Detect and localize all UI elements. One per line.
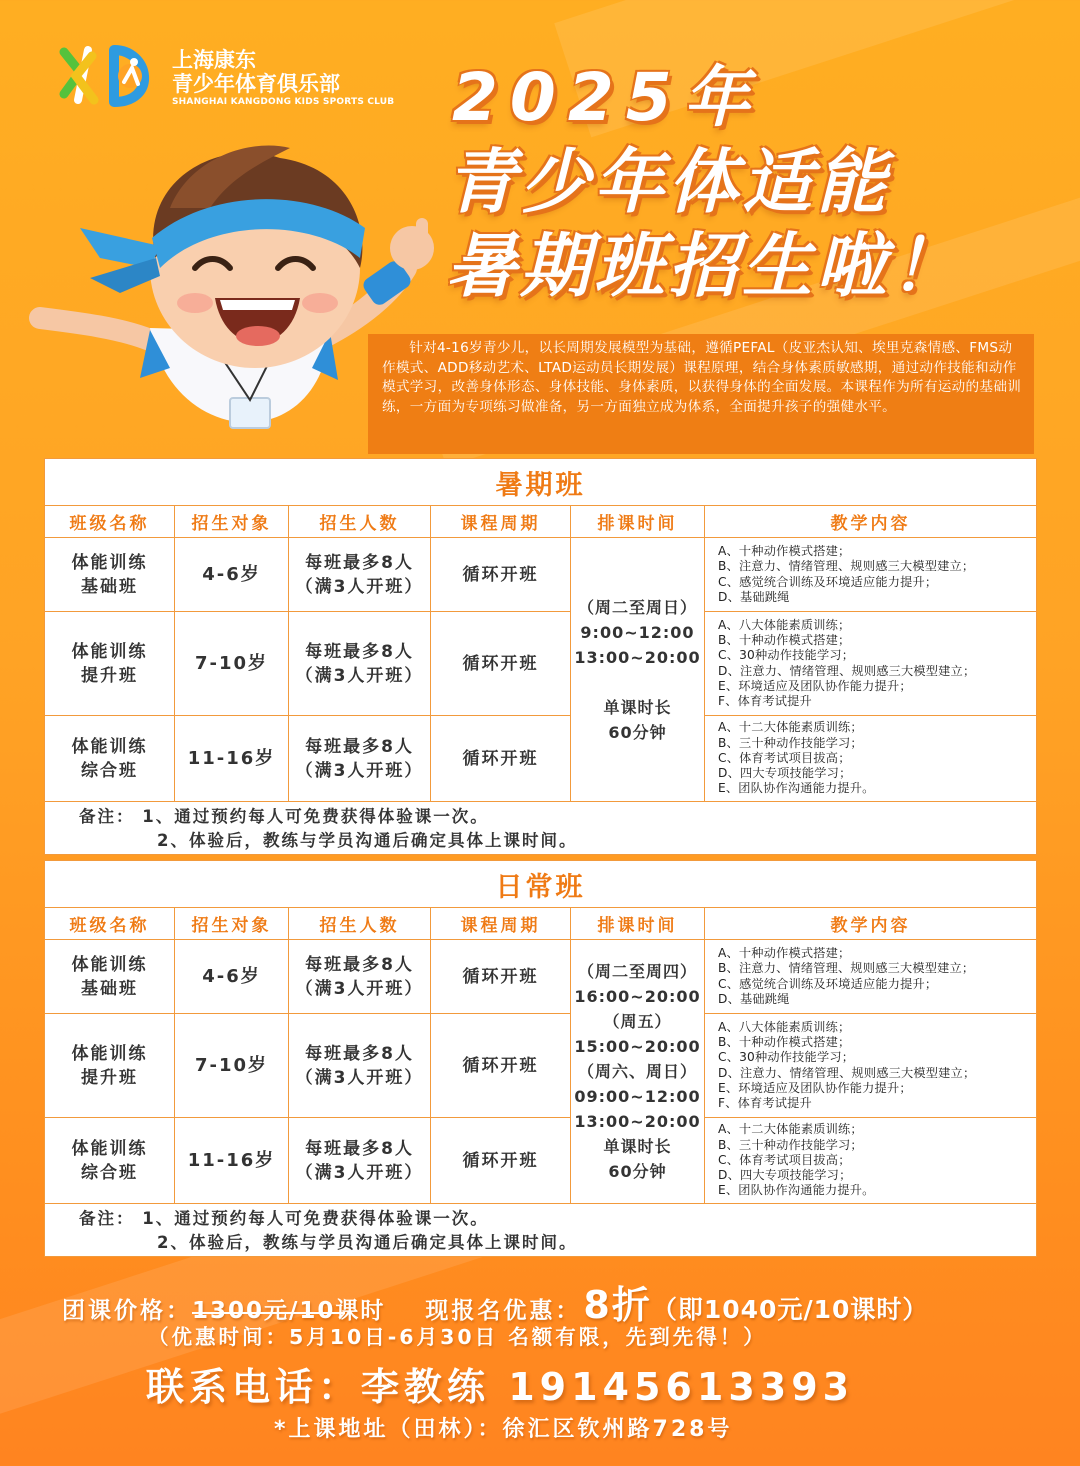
course-cycle: 循环开班 — [431, 538, 571, 612]
note-line2: 2、体验后，教练与学员沟通后确定具体上课时间。 — [157, 831, 578, 850]
summer-notes — [45, 802, 1037, 855]
class-name — [45, 538, 175, 612]
age-range: 11-16岁 — [175, 1118, 289, 1204]
course-cycle: 循环开班 — [431, 1014, 571, 1118]
count-line2: （满3人开班） — [295, 760, 424, 781]
note-line1: 备注： 1、通过预约每人可免费获得体验课一次。 — [79, 807, 489, 826]
headline-year: 2025年 — [452, 59, 762, 136]
teaching-content — [705, 612, 1037, 716]
course-cycle: 循环开班 — [431, 716, 571, 802]
content-item: F、体育考试提升 — [718, 693, 812, 708]
class-name-line1: 体能训练 — [71, 641, 148, 662]
class-name-line2: 基础班 — [81, 978, 138, 999]
headline — [446, 56, 1066, 308]
class-address: *上课地址（田林）：徐汇区钦州路728号 — [274, 1417, 733, 1442]
note-line1: 备注： 1、通过预约每人可免费获得体验课一次。 — [79, 1209, 489, 1228]
time-line: 60分钟 — [608, 722, 667, 742]
table-row — [45, 940, 1037, 1014]
summer-section-title: 暑期班 — [45, 459, 1037, 506]
content-item: D、基础跳绳 — [718, 589, 790, 604]
enroll-count — [289, 716, 431, 802]
class-name — [45, 1014, 175, 1118]
class-name-line1: 体能训练 — [71, 552, 148, 573]
original-price: 1300元/10课时 — [192, 1298, 386, 1324]
header-count: 招生人数 — [289, 908, 431, 940]
enroll-count — [289, 538, 431, 612]
count-line1: 每班最多8人 — [305, 736, 414, 757]
content-item: C、体育考试项目拔高； — [718, 750, 851, 765]
count-line2: （满3人开班） — [295, 1067, 424, 1088]
table-row — [45, 716, 1037, 802]
promo-label: 现报名优惠： — [425, 1298, 582, 1324]
course-cycle: 循环开班 — [431, 940, 571, 1014]
content-item: A、十二大体能素质训练； — [718, 720, 863, 735]
kd-logo-icon — [58, 42, 170, 110]
count-line2: （满3人开班） — [295, 978, 424, 999]
class-name-line1: 体能训练 — [71, 954, 148, 975]
logo-name-cn — [172, 48, 340, 96]
time-line: 60分钟 — [608, 1162, 667, 1181]
content-item: D、基础跳绳 — [718, 991, 790, 1006]
count-line1: 每班最多8人 — [305, 1138, 414, 1159]
class-name — [45, 716, 175, 802]
daily-section-title: 日常班 — [45, 861, 1037, 908]
age-range: 7-10岁 — [175, 612, 289, 716]
class-name-line1: 体能训练 — [71, 736, 148, 757]
header-content: 教学内容 — [705, 506, 1037, 538]
price-label: 团课价格： — [62, 1298, 192, 1324]
note-line2: 2、体验后，教练与学员沟通后确定具体上课时间。 — [157, 1233, 578, 1252]
count-line2: （满3人开班） — [295, 576, 424, 597]
table-row — [45, 612, 1037, 716]
content-item: E、环境适应及团队协作能力提升； — [718, 1080, 912, 1095]
time-line: 09:00~12:00 — [574, 1087, 701, 1106]
count-line1: 每班最多8人 — [305, 954, 414, 975]
header-class-name: 班级名称 — [45, 908, 175, 940]
table-row — [45, 1118, 1037, 1204]
count-line2: （满3人开班） — [295, 1162, 424, 1183]
daily-notes — [45, 1204, 1037, 1257]
class-name-line2: 提升班 — [81, 665, 138, 686]
daily-schedule-table — [44, 860, 1037, 1257]
discounted-price: （即1040元/10课时） — [651, 1295, 929, 1324]
content-item: D、注意力、情绪管理、规则感三大模型建立； — [718, 663, 976, 678]
count-line1: 每班最多8人 — [305, 1043, 414, 1064]
club-logo — [58, 42, 395, 110]
teaching-content — [705, 538, 1037, 612]
content-item: A、十种动作模式搭建； — [718, 544, 851, 559]
content-item: C、体育考试项目拔高； — [718, 1152, 851, 1167]
time-line: 单课时长 — [603, 1137, 672, 1156]
count-line1: 每班最多8人 — [305, 552, 414, 573]
age-range: 4-6岁 — [175, 940, 289, 1014]
content-item: C、感觉统合训练及环境适应能力提升； — [718, 976, 938, 991]
time-line: （周六、周日） — [577, 1062, 697, 1081]
headline-enroll: 暑期班招生啦！ — [446, 225, 964, 307]
teaching-content — [705, 716, 1037, 802]
age-range: 4-6岁 — [175, 538, 289, 612]
time-line: 9:00~12:00 — [580, 622, 695, 642]
class-name-line2: 综合班 — [81, 1162, 138, 1183]
count-line1: 每班最多8人 — [305, 641, 414, 662]
enroll-count — [289, 1118, 431, 1204]
table-row — [45, 538, 1037, 612]
time-line: 13:00~20:00 — [574, 1112, 701, 1131]
promo-period: （优惠时间：5月10日-6月30日 名额有限，先到先得！） — [148, 1325, 767, 1349]
content-item: D、四大专项技能学习； — [718, 766, 852, 781]
time-line: 15:00~20:00 — [574, 1037, 701, 1056]
time-line: 16:00~20:00 — [574, 987, 701, 1006]
course-intro: 针对4-16岁青少儿，以长周期发展模型为基础，遵循PEFAL（皮亚杰认知、埃里克森情感、FMS动作模式、ADD移动艺术、LTAD运动员长期发展）课程原理，结合身体素质敏感期，通过动作技能和动作模式学习，改善身体形态、身体技能、身体素质，以获得身体的全面发展。本课程作为所有运动的基础训练，一方面为专项练习做准备，另一方面独立成为体系，全面提升孩子的强健水平。 — [368, 334, 1034, 454]
logo-name-line1: 上海康东 — [172, 48, 256, 72]
class-name — [45, 940, 175, 1014]
headline-subject: 青少年体适能 — [446, 141, 890, 223]
summer-schedule-table — [44, 458, 1037, 855]
time-line: （周二至周四） — [577, 962, 697, 981]
time-line: 13:00~20:00 — [574, 647, 701, 667]
time-line: （周五） — [603, 1012, 672, 1031]
content-item: A、八大体能素质训练； — [718, 617, 851, 632]
header-cycle: 课程周期 — [431, 506, 571, 538]
header-cycle: 课程周期 — [431, 908, 571, 940]
class-name — [45, 1118, 175, 1204]
age-range: 7-10岁 — [175, 1014, 289, 1118]
class-name-line1: 体能训练 — [71, 1043, 148, 1064]
header-target: 招生对象 — [175, 908, 289, 940]
time-line — [571, 670, 704, 695]
header-target: 招生对象 — [175, 506, 289, 538]
course-cycle: 循环开班 — [431, 1118, 571, 1204]
header-time: 排课时间 — [571, 908, 705, 940]
schedule-time — [571, 940, 705, 1204]
content-item: B、三十种动作技能学习； — [718, 735, 863, 750]
class-name-line2: 基础班 — [81, 576, 138, 597]
content-item: B、三十种动作技能学习； — [718, 1137, 863, 1152]
count-line2: （满3人开班） — [295, 665, 424, 686]
discount-value: 8折 — [583, 1283, 652, 1327]
contact-phone[interactable]: 联系电话：李教练 19145613393 — [146, 1365, 855, 1409]
header-content: 教学内容 — [705, 908, 1037, 940]
time-line: （周二至周日） — [577, 597, 697, 617]
course-cycle: 循环开班 — [431, 612, 571, 716]
class-name-line2: 提升班 — [81, 1067, 138, 1088]
time-line: 单课时长 — [603, 697, 672, 717]
content-item: A、十二大体能素质训练； — [718, 1122, 863, 1137]
age-range: 11-16岁 — [175, 716, 289, 802]
content-item: C、感觉统合训练及环境适应能力提升； — [718, 574, 938, 589]
teaching-content — [705, 1118, 1037, 1204]
content-item: B、注意力、情绪管理、规则感三大模型建立； — [718, 961, 975, 976]
class-name-line1: 体能训练 — [71, 1138, 148, 1159]
content-item: C、30种动作技能学习； — [718, 1050, 855, 1065]
content-item: A、十种动作模式搭建； — [718, 946, 851, 961]
class-name-line2: 综合班 — [81, 760, 138, 781]
teaching-content — [705, 940, 1037, 1014]
class-name — [45, 612, 175, 716]
schedule-time — [571, 538, 705, 802]
teaching-content — [705, 1014, 1037, 1118]
content-item: B、十种动作模式搭建； — [718, 1035, 851, 1050]
content-item: B、注意力、情绪管理、规则感三大模型建立； — [718, 559, 975, 574]
header-time: 排课时间 — [571, 506, 705, 538]
header-class-name: 班级名称 — [45, 506, 175, 538]
content-item: D、注意力、情绪管理、规则感三大模型建立； — [718, 1065, 976, 1080]
content-item: B、十种动作模式搭建； — [718, 633, 851, 648]
header-count: 招生人数 — [289, 506, 431, 538]
logo-name-en: SHANGHAI KANGDONG KIDS SPORTS CLUB — [172, 97, 395, 107]
content-item: A、八大体能素质训练； — [718, 1019, 851, 1034]
content-item: D、四大专项技能学习； — [718, 1168, 852, 1183]
enroll-count — [289, 940, 431, 1014]
content-item: E、团队协作沟通能力提升。 — [718, 1183, 875, 1198]
enroll-count — [289, 1014, 431, 1118]
logo-name-line2: 青少年体育俱乐部 — [172, 72, 340, 96]
enroll-count — [289, 612, 431, 716]
content-item: C、30种动作技能学习； — [718, 648, 855, 663]
content-item: F、体育考试提升 — [718, 1095, 812, 1110]
content-item: E、环境适应及团队协作能力提升； — [718, 678, 912, 693]
content-item: E、团队协作沟通能力提升。 — [718, 781, 875, 796]
table-row — [45, 1014, 1037, 1118]
